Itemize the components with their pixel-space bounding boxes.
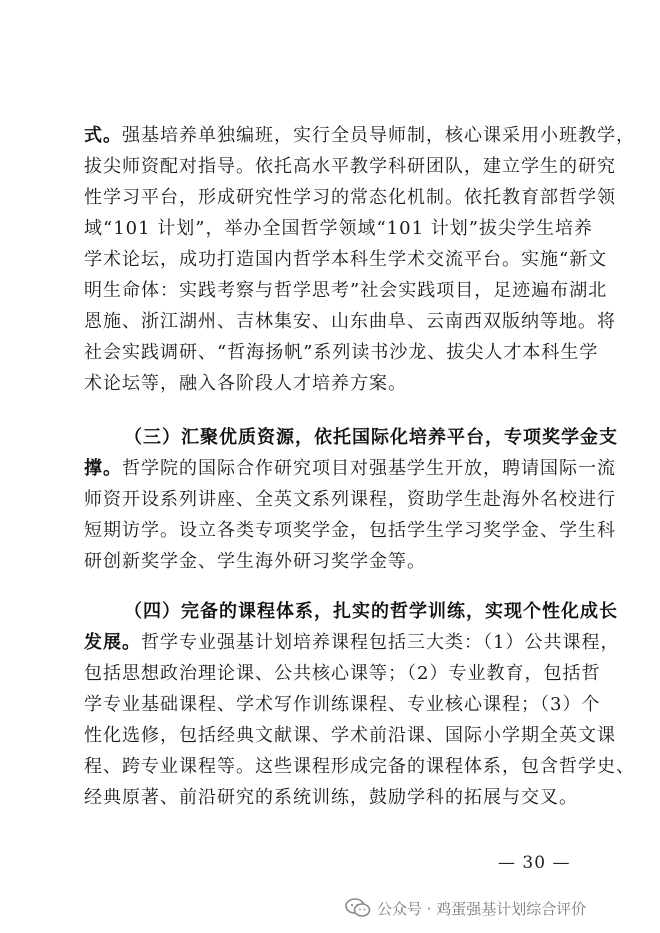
section-heading-line: [84, 596, 618, 627]
text-line: 程、跨专业课程等。这些课程形成完备的课程体系，包含哲学史、: [84, 756, 635, 777]
bold-phrase: 式。: [84, 125, 122, 146]
line-text: 哲学院的国际合作研究项目对强基学生开放，聘请国际一流: [122, 458, 616, 479]
page-number: — 30 —: [498, 853, 571, 873]
text-line: 师资开设系列讲座、全英文系列课程，资助学生赴海外名校进行: [84, 489, 616, 510]
text-line: 拔尖师资配对指导。依托高水平教学科研团队，建立学生的研究: [84, 156, 616, 177]
text-line: 学术论坛，成功打造国内哲学本科生学术交流平台。实施“新文: [84, 249, 608, 270]
section-heading-end: 发展。: [84, 632, 141, 653]
paragraph-1: [84, 120, 635, 399]
text-line: 明生命体：实践考察与哲学思考”社会实践项目，足迹遍布湖北: [84, 280, 608, 301]
text-line: 性学习平台，形成研究性学习的常态化机制。依托教育部哲学领: [84, 187, 616, 208]
text-line: 域“101 计划”，举办全国哲学领域“101 计划”拔尖学生培养: [84, 218, 593, 239]
wechat-icon: [345, 898, 371, 918]
watermark: [345, 896, 586, 920]
line-text: 强基培养单独编班，实行全员导师制，核心课采用小班教学，: [122, 125, 635, 146]
section-heading: （四）完备的课程体系，扎实的哲学训练，实现个性化成长: [124, 601, 618, 622]
text-line: [84, 453, 616, 484]
text-line: 短期访学。设立各类专项奖学金，包括学生学习奖学金、学生科: [84, 520, 616, 541]
section-heading: （三）汇聚优质资源，依托国际化培养平台，专项奖学金支: [124, 427, 618, 448]
text-line: [84, 120, 635, 151]
line-text: 哲学专业强基计划培养课程包括三大类：（1）公共课程，: [141, 632, 620, 653]
text-line: 包括思想政治理论课、公共核心课等；（2）专业教育，包括哲: [84, 663, 601, 684]
text-line: 学专业基础课程、学术写作训练课程、专业核心课程；（3）个: [84, 694, 601, 715]
text-line: 性化选修，包括经典文献课、学术前沿课、国际小学期全英文课: [84, 725, 616, 746]
text-line: [84, 627, 620, 658]
text-line: 研创新奖学金、学生海外研习奖学金等。: [84, 551, 426, 572]
text-line: 经典原著、前沿研究的系统训练，鼓励学科的拓展与交叉。: [84, 787, 578, 808]
paragraph-2: [84, 422, 618, 577]
text-line: 恩施、浙江湖州、吉林集安、山东曲阜、云南西双版纳等地。将: [84, 311, 616, 332]
text-line: 社会实践调研、“哲海扬帆”系列读书沙龙、拔尖人才本科生学: [84, 342, 599, 363]
section-heading-line: [84, 422, 618, 453]
text-line: 术论坛等，融入各阶段人才培养方案。: [84, 373, 407, 394]
paragraph-3: [84, 596, 635, 813]
section-heading-end: 撑。: [84, 458, 122, 479]
watermark-text: 公众号 · 鸡蛋强基计划综合评价: [377, 899, 587, 918]
